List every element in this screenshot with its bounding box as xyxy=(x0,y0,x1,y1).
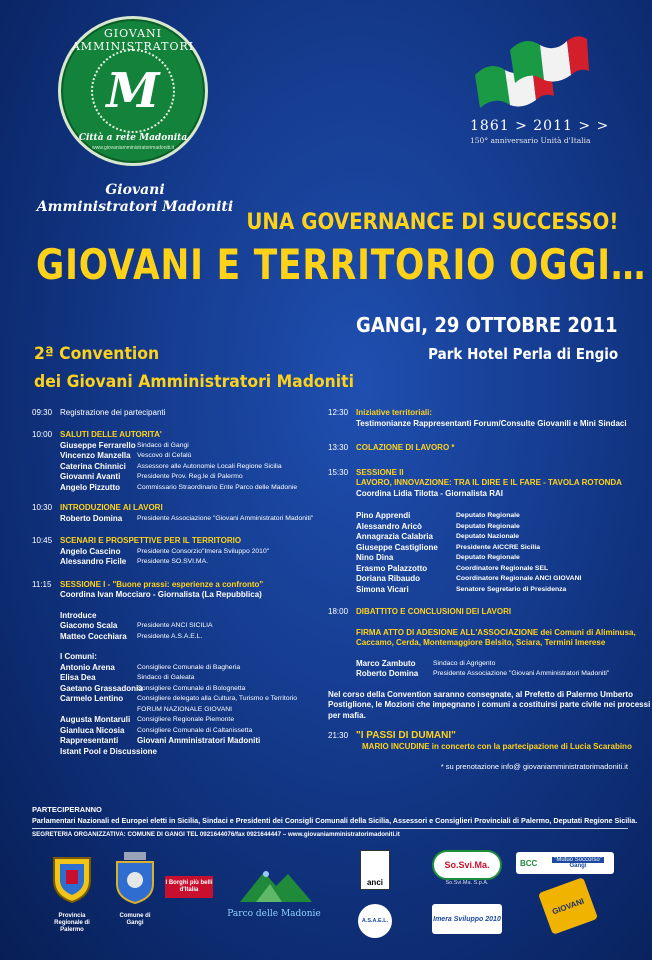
convention-line1: 2ª Convention xyxy=(34,344,160,364)
time-label: 21:30 xyxy=(328,731,349,740)
entry-text: Registrazione dei partecipanti xyxy=(60,408,166,417)
logo-caption xyxy=(28,182,242,216)
firma-line2: Caccamo, Cerda, Montemaggiore Belsito, Sciara, Termini Imerese xyxy=(356,638,606,647)
speaker-row: Pino Apprendi Deputato Regionale xyxy=(356,511,520,520)
entry-text: MARIO INCUDINE in concerto con la partecipazione di Lucia Scarabino xyxy=(362,741,632,751)
speaker-row: Doriana Ribaudo Coordinatore Regionale ANCI GIOVANI xyxy=(356,574,582,583)
italian-flag-icon xyxy=(470,30,590,110)
time-label: 18:00 xyxy=(328,607,349,616)
speaker-row: FORUM NAZIONALE GIOVANI xyxy=(137,705,233,713)
association-logo xyxy=(58,16,208,166)
entry-title: SESSIONE II xyxy=(356,467,404,477)
time-label: 13:30 xyxy=(328,443,349,452)
logo-emblem xyxy=(91,49,175,133)
speaker-row: Giuseppe Castiglione Presidente AICCRE Sicilia xyxy=(356,542,540,552)
speaker-row: Alessandro Aricò Deputato Regionale xyxy=(356,521,520,531)
gangi-crest-icon xyxy=(112,850,158,904)
imera-logo: Imera Sviluppo 2010 xyxy=(432,904,502,934)
secretariat-text: SEGRETERIA ORGANIZZATIVA: COMUNE DI GANGI TEL 0921644076/fax 0921644447 – www.giovaniamministratorimadoniti.it xyxy=(32,831,400,838)
speaker-row: Giovanni Avanti Presidente Prov. Reg.le di Palermo xyxy=(60,472,243,481)
asael-logo: A.S.A.E.L. xyxy=(358,904,392,938)
program-entry xyxy=(32,536,322,568)
firma-line1: FIRMA ATTO DI ADESIONE ALL'ASSOCIAZIONE dei Comuni di Aliminusa, xyxy=(356,627,636,637)
bcc-mark: BCC xyxy=(520,858,538,868)
program-entry xyxy=(328,443,628,454)
provincia-logo xyxy=(44,848,100,938)
entry-title: DIBATTITO E CONCLUSIONI DEI LAVORI xyxy=(356,607,512,616)
time-label: 10:45 xyxy=(32,536,53,545)
program-left-column xyxy=(32,408,322,757)
speaker-row: Roberto Domina Presidente Associazione "Giovani Amministratori Madoniti" xyxy=(356,669,610,678)
comune-gangi-logo xyxy=(112,850,158,940)
speaker-row: Gianluca Nicosia Consigliere Comunale di Caltanissetta xyxy=(60,725,253,735)
program-entry xyxy=(32,580,322,758)
participants-label: PARTECIPERANNO xyxy=(32,805,102,814)
speaker-row: Angelo Cascino Presidente Consorzio"Imera Sviluppo 2010" xyxy=(60,546,270,556)
introduce-label: Introduce xyxy=(60,610,97,620)
time-label: 10:30 xyxy=(32,503,53,512)
participants-text: Parlamentari Nazionali ed Europei eletti in Sicilia, Sindaci e Presidenti dei Consigli Comunali della Sicilia, Assessori e Consiglieri Provinciali di Palermo, Deputati Regione Sicilia. xyxy=(32,816,638,825)
speaker-row: Rappresentanti Giovani Amministratori Madoniti xyxy=(60,736,261,745)
speaker-row: Carmelo Lentino Consigliere delegato alla Cultura, Turismo e Territorio xyxy=(60,694,298,703)
program-entry xyxy=(328,468,628,596)
program-entry xyxy=(328,607,636,680)
time-label: 15:30 xyxy=(328,467,349,477)
speaker-row: Erasmo Palazzotto Coordinatore Regionale SEL xyxy=(356,563,549,573)
bcc-logo xyxy=(516,852,614,874)
sosvima-mark: So.Svi.Ma. xyxy=(432,850,502,880)
parco-madonie-logo xyxy=(226,864,322,924)
entry-title: SCENARI E PROSPETTIVE PER IL TERRITORIO xyxy=(60,536,242,545)
speaker-row: Augusta Montaruli Consigliere Regionale Piemonte xyxy=(60,715,235,724)
speaker-row: Caterina Chinnici Assessore alle Autonomie Locali Regione Sicilia xyxy=(60,461,282,471)
speaker-row: Marco Zambuto Sindaco di Agrigento xyxy=(356,658,496,668)
comuni-label: I Comuni: xyxy=(60,652,97,661)
sosvima-sub: So.Svi.Ma. S.p.A. xyxy=(445,880,489,886)
entry-subtitle: LAVORO, INNOVAZIONE: TRA IL DIRE E IL FARE - TAVOLA ROTONDA xyxy=(356,478,622,487)
entry-title: Iniziative territoriali: xyxy=(356,408,433,417)
anniversary-subtitle: 150° anniversario Unità d'Italia xyxy=(470,136,591,145)
footer-divider xyxy=(32,828,628,829)
entry-title: SALUTI DELLE AUTORITA' xyxy=(60,430,162,439)
comune-label: Comune di Gangi xyxy=(119,913,151,926)
speaker-row: Alessandro Ficile Presidente SO.SVI.MA. xyxy=(60,557,209,566)
speaker-row: Gaetano Grassadonia Consigliere Comunale di Bolognetta xyxy=(60,683,246,693)
borghi-logo: I Borghi più belli d'Italia xyxy=(165,876,213,898)
convention-line2: dei Giovani Amministratori Madoniti xyxy=(34,372,354,392)
anci-logo: anci xyxy=(360,850,390,890)
forum-giovani-logo: GIOVANI xyxy=(538,877,598,935)
entry-title: "I PASSI DI DUMANI" xyxy=(356,730,456,741)
program-entry xyxy=(328,408,628,429)
program-entry xyxy=(32,503,322,524)
logo-tagline: Città a rete Madonita xyxy=(78,133,188,143)
bcc-city: Gangi xyxy=(569,863,587,869)
governance-heading: UNA GOVERNANCE DI SUCCESSO! xyxy=(245,210,618,235)
main-title: GIOVANI E TERRITORIO OGGI… xyxy=(36,240,647,289)
parco-label: Parco delle Madonie xyxy=(227,909,321,919)
speaker-row: Matteo Cocchiara Presidente A.S.A.E.L. xyxy=(60,631,203,641)
speaker-row: Simona Vicari Senatore Segretario di Presidenza xyxy=(356,584,567,594)
logo-ring-text: GIOVANI AMMINISTRATORI xyxy=(71,27,195,53)
program-entry xyxy=(32,408,322,430)
closing-text: Istant Pool e Discussione xyxy=(60,746,157,756)
entry-text: Testimonianze Rappresentanti Forum/Consulte Giovanili e Mini Sindaci xyxy=(356,418,627,428)
booking-note: * su prenotazione info@ giovaniamministratorimadoniti.it xyxy=(440,762,628,771)
program-entry xyxy=(32,430,322,493)
sosvima-logo xyxy=(432,850,502,892)
time-label: 11:15 xyxy=(32,579,52,589)
mountains-icon xyxy=(226,864,322,904)
entry-title: COLAZIONE DI LAVORO * xyxy=(356,443,455,452)
session-coordinator: Coordina Lidia Tilotta - Giornalista RAI xyxy=(356,488,503,498)
session-coordinator: Coordina Ivan Mocciaro - Giornalista (La Repubblica) xyxy=(60,590,262,599)
speaker-row: Antonio Arena Consigliere Comunale di Bagheria xyxy=(60,662,241,672)
logo-caption-line2: Amministratori Madoniti xyxy=(36,199,234,215)
entry-title: SESSIONE I - "Buone prassi: esperienze a confronto" xyxy=(60,579,264,589)
speaker-row: Elisa Dea Sindaco di Galeata xyxy=(60,673,195,682)
provincia-label: Provincia Regionale di Palermo xyxy=(54,913,90,933)
speaker-row: Angelo Pizzutto Commissario Straordinario Ente Parco delle Madonie xyxy=(60,482,298,492)
time-label: 09:30 xyxy=(32,408,53,417)
event-date: GANGI, 29 OTTOBRE 2011 xyxy=(356,313,618,337)
event-venue: Park Hotel Perla di Engio xyxy=(427,345,618,363)
program-right-column xyxy=(328,408,651,773)
speaker-row: Giuseppe Ferrarello Sindaco di Gangi xyxy=(60,440,189,450)
speaker-row: Nino Dina Deputato Regionale xyxy=(356,553,520,562)
logo-url: www.giovaniamministratorimadoniti.it xyxy=(92,145,174,151)
logo-caption-line1: Giovani xyxy=(105,182,165,198)
entry-title: INTRODUZIONE AI LAVORI xyxy=(60,503,163,512)
speaker-row: Giacomo Scala Presidente ANCI SICILIA xyxy=(60,621,213,630)
anniversary-years: 1861 > 2011 > > xyxy=(470,118,610,134)
mafia-note: Nel corso della Convention saranno consegnate, al Prefetto di Palermo Umberto Postiglione, le Mozioni che impegnano i comuni a costituirsi parte civile nei processi per mafia. xyxy=(328,689,651,720)
bcc-name: "Mutuo Soccorso" xyxy=(554,857,602,863)
speaker-row: Annagrazia Calabria Deputato Nazionale xyxy=(356,532,520,541)
program-entry xyxy=(328,730,632,752)
provincia-crest-icon xyxy=(44,848,100,904)
speaker-row: Vincenzo Manzella Vescovo di Cefalù xyxy=(60,451,192,460)
speaker-row: Roberto Domina Presidente Associazione "Giovani Amministratori Madoniti" xyxy=(60,513,314,523)
time-label: 10:00 xyxy=(32,430,53,439)
logo-letter: M xyxy=(106,63,160,119)
time-label: 12:30 xyxy=(328,408,349,417)
